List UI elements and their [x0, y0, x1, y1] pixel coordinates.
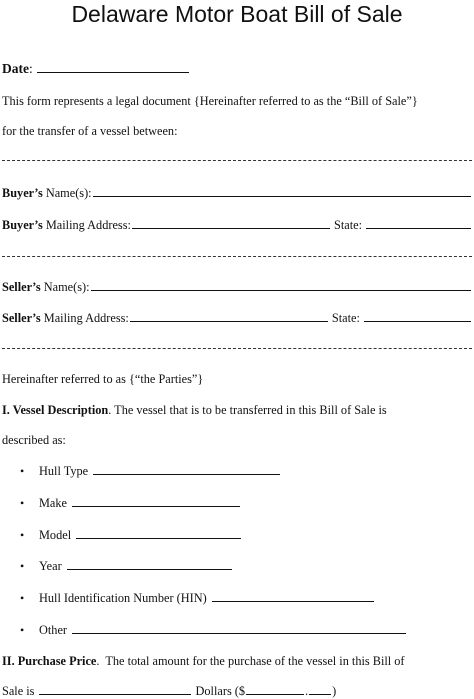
- make-label: Make: [39, 496, 67, 510]
- seller-address-label: Mailing Address:: [40, 311, 129, 325]
- vessel-item-year: [20, 558, 472, 574]
- buyer-name-bold: Buyer’s: [2, 186, 43, 200]
- price-text-1: . The total amount for the purchase of the vessel in this Bill of: [96, 654, 405, 668]
- price-cents-field[interactable]: [309, 683, 331, 695]
- buyer-state-label: State:: [330, 218, 366, 232]
- bullet-icon: •: [20, 496, 25, 510]
- buyer-address-bold: Buyer’s: [2, 218, 43, 232]
- vessel-item-model: [20, 527, 472, 543]
- other-label: Other: [39, 623, 67, 637]
- buyer-name-field[interactable]: [93, 185, 471, 197]
- buyer-address-row: [2, 217, 472, 233]
- seller-state-label: State:: [328, 311, 363, 325]
- intro-line-1: [2, 94, 472, 109]
- seller-state-field[interactable]: [364, 310, 471, 322]
- date-field[interactable]: [37, 61, 189, 73]
- seller-address-bold: Seller’s: [2, 311, 41, 325]
- vessel-item-hull-type: [20, 463, 472, 479]
- intro-text-2: for the transfer of a vessel between:: [2, 124, 178, 138]
- price-close: ): [332, 684, 337, 698]
- buyer-state-field[interactable]: [366, 217, 471, 229]
- vessel-heading: I. Vessel Description: [2, 403, 109, 417]
- hull-type-label: Hull Type: [39, 464, 89, 478]
- date-label: Date: [2, 61, 29, 76]
- year-label: Year: [39, 559, 62, 573]
- intro-text-1: This form represents a legal document {Hereinafter referred to as the “Bill of Sale”}: [2, 94, 418, 108]
- vessel-text-1: . The vessel that is to be transferred in this Bill of Sale is: [108, 403, 387, 417]
- hull-type-field[interactable]: [93, 463, 280, 475]
- vessel-item-other: [20, 622, 472, 638]
- seller-name-label: Name(s):: [40, 280, 90, 294]
- price-dot: .: [305, 684, 309, 698]
- hin-field[interactable]: [212, 590, 374, 602]
- price-dollars-field[interactable]: [246, 683, 304, 695]
- vessel-item-hin: [20, 590, 472, 606]
- make-field[interactable]: [72, 495, 240, 507]
- bullet-icon: •: [20, 623, 25, 637]
- price-amount-row: [2, 683, 472, 699]
- sale-is-label: Sale is: [2, 684, 35, 698]
- seller-name-row: [2, 279, 472, 295]
- model-field[interactable]: [76, 527, 241, 539]
- dashed-divider-1: [2, 160, 472, 161]
- vessel-item-make: [20, 495, 472, 511]
- seller-address-field[interactable]: [130, 310, 328, 322]
- buyer-name-row: [2, 185, 472, 201]
- bullet-icon: •: [20, 591, 25, 605]
- seller-address-row: [2, 310, 472, 326]
- parties-text: Hereinafter referred to as {“the Parties”}: [2, 372, 204, 386]
- vessel-text-2: described as:: [2, 433, 66, 447]
- model-label: Model: [39, 528, 72, 542]
- dollars-label: Dollars ($: [192, 684, 246, 698]
- buyer-address-field[interactable]: [132, 217, 330, 229]
- dashed-divider-3: [2, 348, 472, 349]
- bullet-icon: •: [20, 464, 25, 478]
- dashed-divider-2: [2, 256, 472, 257]
- date-colon: :: [29, 61, 37, 76]
- vessel-text-row: [2, 433, 472, 448]
- price-heading-row: [2, 654, 472, 669]
- document-title: Delaware Motor Boat Bill of Sale: [71, 1, 403, 27]
- bullet-icon: •: [20, 559, 25, 573]
- bullet-icon: •: [20, 528, 25, 542]
- hin-label: Hull Identification Number (HIN): [39, 591, 207, 605]
- buyer-address-label: Mailing Address:: [42, 218, 131, 232]
- year-field[interactable]: [67, 558, 232, 570]
- date-row: [2, 61, 472, 76]
- seller-name-field[interactable]: [91, 279, 471, 291]
- parties-row: [2, 372, 472, 387]
- vessel-heading-row: [2, 403, 472, 418]
- seller-name-bold: Seller’s: [2, 280, 41, 294]
- price-words-field[interactable]: [39, 683, 191, 695]
- intro-line-2: [2, 124, 472, 139]
- buyer-name-label: Name(s):: [42, 186, 92, 200]
- other-field[interactable]: [72, 622, 406, 634]
- price-heading: II. Purchase Price: [2, 654, 97, 668]
